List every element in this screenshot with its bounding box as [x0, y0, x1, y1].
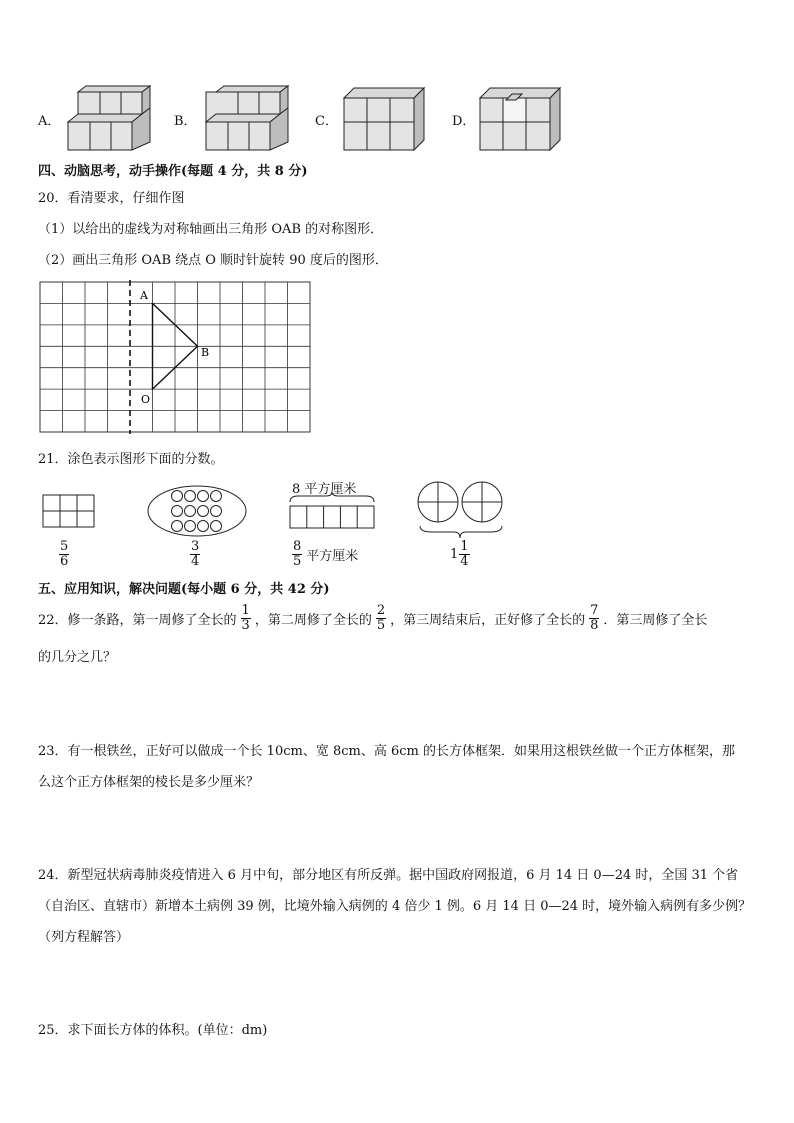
q23-line2: 么这个正方体框架的棱长是多少厘米？	[38, 775, 260, 790]
fraction-denominator: 3	[241, 617, 250, 633]
option-d-figure	[476, 84, 570, 154]
fraction-denominator: 4	[191, 554, 200, 569]
fraction-unit: 平方厘米	[306, 549, 359, 564]
fraction-numerator: 8	[293, 539, 302, 554]
point-o-label: O	[141, 393, 151, 406]
q25-line1: 25．求下面长方体的体积。(单位：dm)	[38, 1023, 268, 1038]
q21-oval-figure[interactable]	[146, 484, 248, 538]
q21-fig4-mixed-number	[450, 540, 474, 569]
fraction-numerator: 1	[460, 539, 469, 554]
q21-fig1-fraction	[55, 540, 73, 569]
fraction-denominator: 5	[293, 554, 302, 569]
fraction-denominator: 5	[376, 617, 386, 633]
fraction-numerator: 2	[376, 602, 386, 618]
fraction-numerator: 1	[241, 602, 250, 618]
q22-text: ．第三周修了全长	[603, 612, 708, 628]
point-a-label: A	[140, 289, 148, 302]
q20-title: 20．看清要求，仔细作图	[38, 191, 185, 206]
q20-part1: （1）以给出的虚线为对称轴画出三角形 OAB 的对称图形．	[38, 222, 384, 237]
q21-fig3-top-label: 8 平方厘米	[292, 482, 357, 497]
q22-text: ，第三周结束后，正好修了全长的	[390, 612, 586, 628]
q20-grid[interactable]	[38, 280, 314, 434]
q21-fig3-fraction	[288, 540, 358, 569]
fraction-denominator: 8	[590, 617, 599, 633]
point-b-label: B	[201, 346, 210, 359]
option-c-figure	[340, 84, 434, 154]
option-d-label: D．	[452, 114, 476, 129]
option-b-figure	[202, 84, 294, 154]
q24-line2: （自治区、直辖市）新增本土病例 39 例，比境外输入病例的 4 倍少 1 例。6 月 14 日 0—24 时，境外输入病例有多少例？	[38, 899, 752, 914]
q22-line1	[38, 602, 707, 634]
q21-fig2-fraction	[186, 540, 204, 569]
q24-line3: （列方程解答）	[38, 930, 130, 945]
option-b-label: B．	[174, 114, 197, 129]
q22-text: 22．修一条路，第一周修了全长的	[38, 612, 237, 628]
fraction-numerator: 7	[590, 602, 599, 618]
fraction-denominator: 6	[60, 554, 69, 569]
q21-title: 21．涂色表示图形下面的分数。	[38, 452, 224, 467]
option-c-label: C．	[315, 114, 338, 129]
option-a-label: A．	[38, 114, 61, 129]
section5-heading: 五、应用知识，解决问题(每小题 6 分，共 42 分)	[38, 582, 330, 597]
q21-rect-figure[interactable]	[42, 494, 96, 530]
fraction-numerator: 5	[60, 539, 69, 554]
fraction-denominator: 4	[460, 554, 469, 569]
section4-heading: 四、动脑思考，动手操作(每题 4 分，共 8 分)	[38, 164, 308, 179]
q23-line1: 23．有一根铁丝，正好可以做成一个长 10cm、宽 8cm、高 6cm 的长方体框架．如果用这根铁丝做一个正方体框架，那	[38, 744, 735, 759]
fraction-numerator: 3	[191, 539, 200, 554]
mixed-whole: 1	[450, 547, 459, 562]
option-a-figure	[66, 84, 156, 154]
q21-circles-figure[interactable]	[414, 480, 508, 544]
q24-line1: 24．新型冠状病毒肺炎疫情进入 6 月中旬，部分地区有所反弹。据中国政府网报道，6 月 14 日 0—24 时，全国 31 个省	[38, 868, 739, 883]
q22-line2: 的几分之几？	[38, 650, 117, 665]
q20-part2: （2）画出三角形 OAB 绕点 O 顺时针旋转 90 度后的图形．	[38, 253, 388, 268]
q21-bar-figure[interactable]	[288, 492, 378, 532]
q22-text: ，第二周修了全长的	[254, 612, 372, 628]
